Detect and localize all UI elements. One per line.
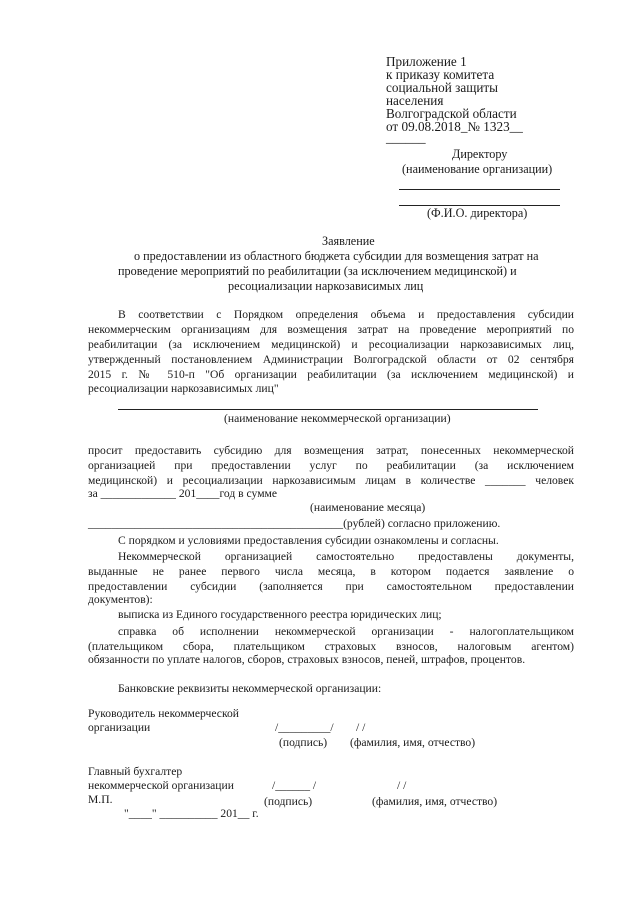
head-signature-field: /_________/ <box>275 721 334 734</box>
director-label: Директору <box>452 147 508 161</box>
tax-line: (плательщиком сбора, плательщиком страховых взносов, налоговым агентом) <box>88 640 574 653</box>
fio-hint: (фамилия, имя, отчество) <box>350 736 476 749</box>
head-title: организации <box>88 721 151 734</box>
stamp-label: М.П. <box>88 793 113 806</box>
date-line: "____" __________ 201__ г. <box>124 807 259 820</box>
org-name-hint: (наименование организации) <box>402 162 553 176</box>
tax-line: обязанности по уплате налогов, сборов, страховых взносов, пеней, штрафов, процентов. <box>88 653 526 666</box>
signature-hint: (подпись) <box>264 795 313 808</box>
documents-line: документов): <box>88 593 153 606</box>
document-title: Заявление <box>322 234 375 248</box>
period-line: за _____________ 201____год в сумме <box>88 487 278 500</box>
org-name-field <box>399 189 560 190</box>
accountant-signature-field: /______ / <box>272 779 317 792</box>
intro-line: некоммерческим организациям для возмещения затрат на проведение мероприятий по <box>88 323 574 336</box>
head-title: Руководитель некоммерческой <box>88 707 239 720</box>
intro-line: ресоциализации наркозависимых лиц" <box>88 382 279 395</box>
signature-hint: (подпись) <box>279 736 328 749</box>
request-line: организацией при предоставлении услуг по реабилитации (за исключением <box>88 459 574 472</box>
intro-line: В соответствии с Порядком определения объема и предоставления субсидии <box>118 308 574 321</box>
accountant-title: некоммерческой организации <box>88 779 234 792</box>
sum-line: ____________________________________________(рублей) согласно приложению. <box>88 517 501 530</box>
agreement-text: С порядком и условиями предоставления субсидии ознакомлены и согласны. <box>118 534 499 547</box>
accountant-name-field: / / <box>397 779 407 792</box>
bank-details-label: Банковские реквизиты некоммерческой организации: <box>118 682 382 695</box>
appendix-line: населения <box>386 93 444 108</box>
noncommercial-org-field <box>118 409 538 410</box>
month-hint: (наименование месяца) <box>310 501 426 514</box>
appendix-line: социальной защиты <box>386 80 499 95</box>
fio-hint: (фамилия, имя, отчество) <box>372 795 498 808</box>
request-line: медицинской) и ресоциализации наркозависимым лицам в количестве _______ человек <box>88 474 574 487</box>
appendix-line: к приказу комитета <box>386 67 495 82</box>
head-name-field: / / <box>356 721 366 734</box>
appendix-short-line: ______ <box>386 130 426 145</box>
appendix-line: Приложение 1 <box>386 54 467 69</box>
documents-line: Некоммерческой организацией самостоятельно предоставлены документы, <box>118 550 574 563</box>
title-line: проведение мероприятий по реабилитации (за исключением медицинской) и <box>118 264 517 278</box>
title-line: ресоциализации наркозависимых лиц <box>228 279 424 293</box>
intro-line: утвержденный постановлением Администрации Волгоградской области от 02 сентября <box>88 353 574 366</box>
accountant-title: Главный бухгалтер <box>88 765 183 778</box>
appendix-line: от 09.08.2018_№ 1323__ <box>386 119 523 134</box>
title-line: о предоставлении из областного бюджета субсидии для возмещения затрат на <box>134 249 539 263</box>
documents-line: выданные не ранее первого числа месяца, в котором подается заявление о <box>88 565 574 578</box>
intro-line: реабилитации (за исключением медицинской) и ресоциализации наркозависимых лиц, <box>88 338 574 351</box>
director-fio-hint: (Ф.И.О. директора) <box>427 206 528 220</box>
request-line: просит предоставить субсидию для возмещения затрат, понесенных некоммерческой <box>88 444 574 457</box>
tax-line: справка об исполнении некоммерческой организации - налогоплательщиком <box>118 625 574 638</box>
noncommercial-org-hint: (наименование некоммерческой организации) <box>224 412 451 425</box>
registry-extract-item: выписка из Единого государственного реестра юридических лиц; <box>118 608 442 621</box>
documents-line: предоставлении субсидии (заполняется при самостоятельном предоставлении <box>88 580 574 593</box>
intro-line: 2015 г. № 510-п "Об организации реабилитации (за исключением медицинской) и <box>88 368 574 381</box>
appendix-line: Волгоградской области <box>386 106 517 121</box>
